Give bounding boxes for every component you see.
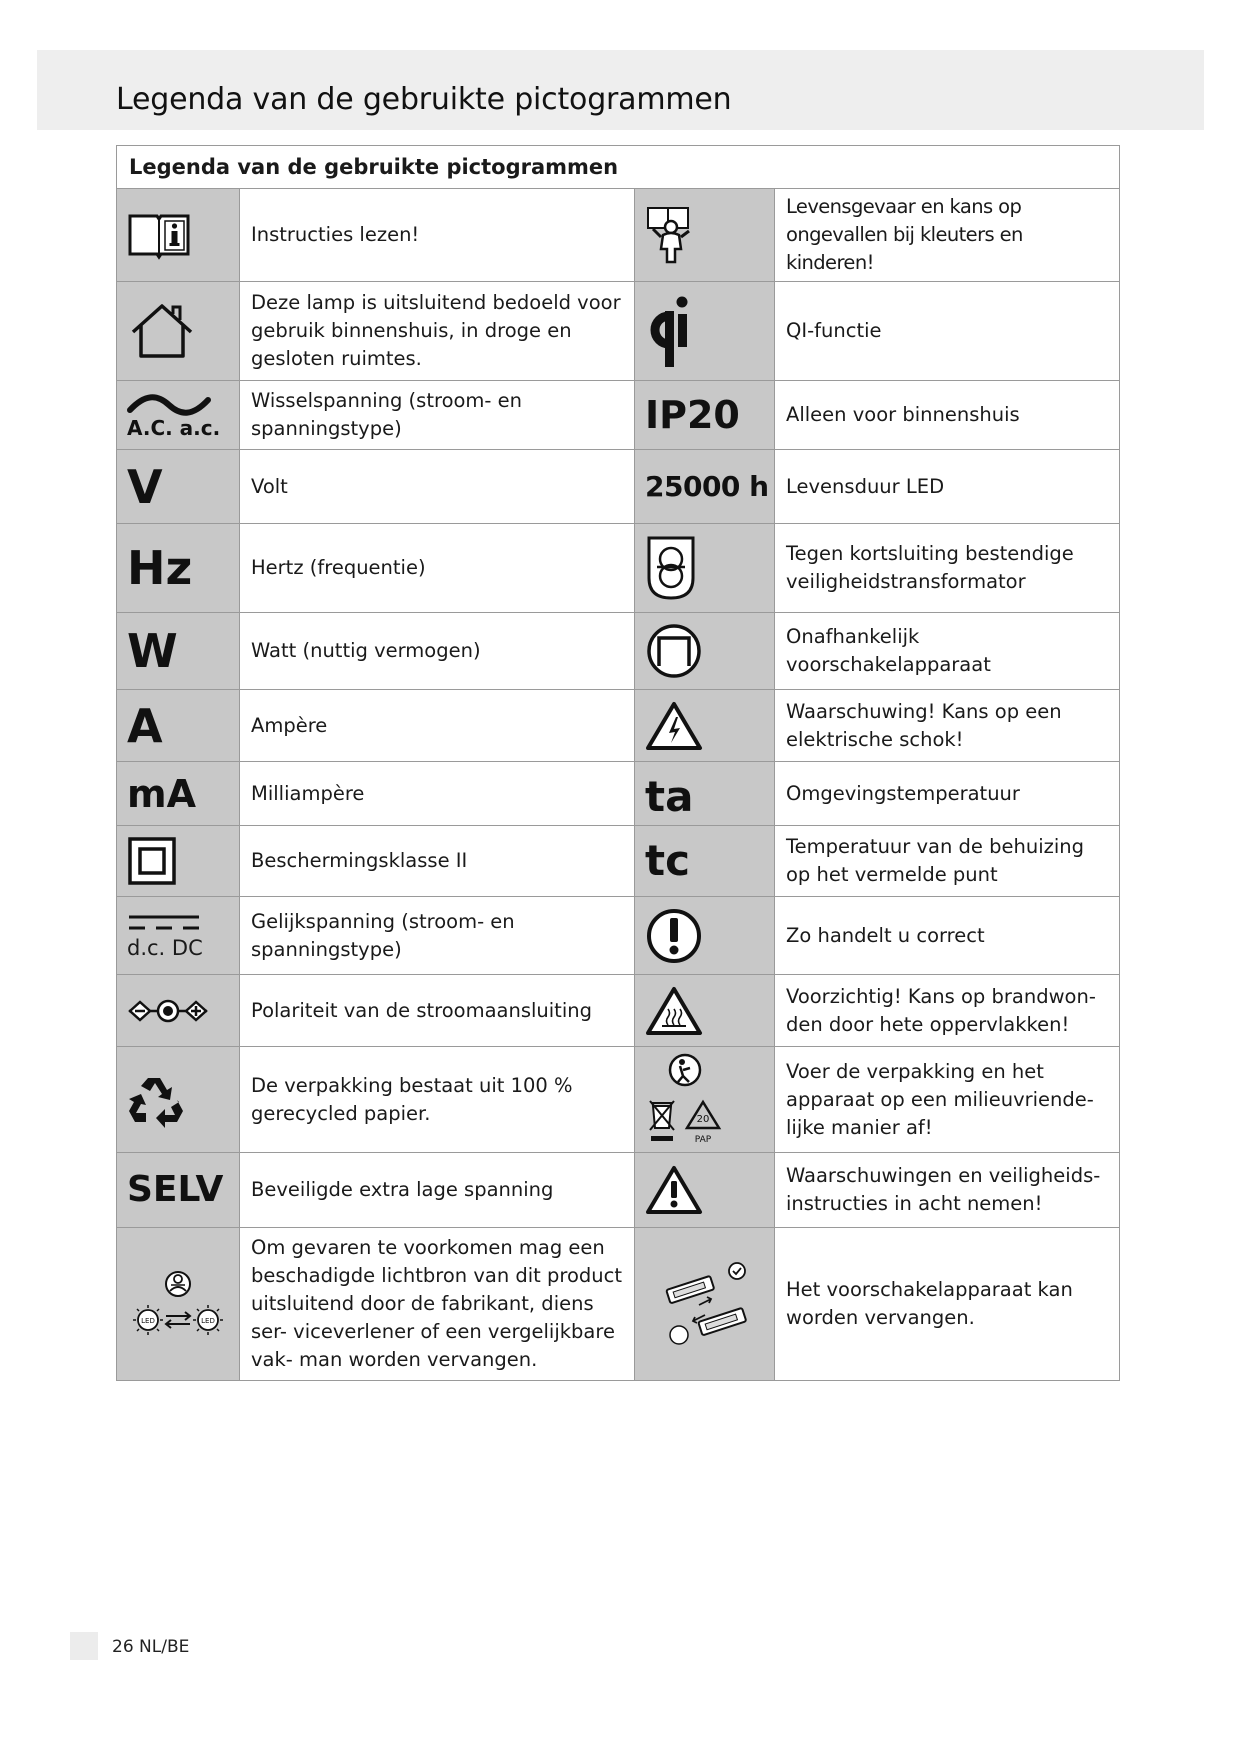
page-number: 26 NL/BE	[112, 1637, 190, 1657]
ip20-icon	[635, 393, 774, 437]
table-row	[117, 975, 1120, 1047]
icon-cell	[117, 613, 240, 690]
left-description: Deze lamp is uitsluitend bedoeld voor gebruik binnenshuis, in droge en gesloten ruimtes.	[240, 282, 635, 381]
left-description: Hertz (frequentie)	[240, 524, 635, 613]
icon-cell	[635, 524, 775, 613]
table-row	[117, 282, 1120, 381]
icon-cell	[635, 381, 775, 450]
qi-icon	[635, 294, 774, 368]
table-row	[117, 1228, 1120, 1381]
pictogram-legend-table	[116, 145, 1120, 1381]
table-header-row	[117, 146, 1120, 189]
icon-cell	[635, 189, 775, 282]
left-description: Watt (nuttig vermogen)	[240, 613, 635, 690]
disposal-code-number: 20	[696, 1113, 710, 1125]
left-description: Om gevaren te voorkomen mag een beschadigde lichtbron van dit product uitsluitend door de fabrikant, diens ser- viceverlener of een vergelijkbare vak- man worden vervangen.	[240, 1228, 635, 1381]
table-row	[117, 1153, 1120, 1228]
right-description: Tegen kortsluiting bestendige veiligheidstransformator	[775, 524, 1120, 613]
right-description: Zo handelt u correct	[775, 897, 1120, 975]
icon-cell	[635, 975, 775, 1047]
recycle-icon	[117, 1072, 239, 1128]
icon-cell	[117, 826, 240, 897]
lifetime-hours-symbol: 25000 h	[645, 469, 769, 503]
ip20-label: IP20	[645, 393, 740, 437]
table-row	[117, 613, 1120, 690]
icon-cell	[635, 613, 775, 690]
child-window-danger-icon	[635, 205, 774, 265]
ac-label: A.C. a.c.	[127, 416, 221, 440]
ambient-temperature-symbol: ta	[645, 771, 694, 821]
icon-cell	[117, 1228, 240, 1381]
icon-cell	[117, 897, 240, 975]
icon-cell	[635, 762, 775, 826]
disposal-icon	[635, 1050, 774, 1150]
icon-cell	[117, 524, 240, 613]
icon-cell	[117, 282, 240, 381]
right-description: Het voorschakelapparaat kan worden vervangen.	[775, 1228, 1120, 1381]
right-description: Voorzichtig! Kans op brandwon- den door hete oppervlakken!	[775, 975, 1120, 1047]
table-row	[117, 690, 1120, 762]
icon-cell	[635, 1047, 775, 1153]
ac-wave-icon	[117, 392, 239, 438]
left-description: Instructies lezen!	[240, 189, 635, 282]
electric-shock-warning-icon	[635, 700, 774, 752]
icon-cell	[117, 450, 240, 524]
dc-lines-icon	[117, 912, 239, 960]
left-description: Gelijkspanning (stroom- en spanningstype)	[240, 897, 635, 975]
left-description: Milliampère	[240, 762, 635, 826]
icon-cell	[635, 450, 775, 524]
table-row	[117, 826, 1120, 897]
hertz-symbol: Hz	[127, 541, 193, 595]
right-description: Waarschuwing! Kans op een elektrische schok!	[775, 690, 1120, 762]
table-row	[117, 381, 1120, 450]
left-description: Wisselspanning (stroom- en spanningstype)	[240, 381, 635, 450]
page-title: Legenda van de gebruikte pictogrammen	[116, 82, 732, 117]
watt-symbol: W	[127, 624, 178, 678]
icon-cell	[635, 282, 775, 381]
icon-cell	[117, 381, 240, 450]
led-replacement-icon	[117, 1264, 239, 1344]
icon-cell	[117, 1153, 240, 1228]
icon-cell	[635, 690, 775, 762]
table-row	[117, 1047, 1120, 1153]
led-label-left: LED	[141, 1317, 155, 1325]
ampere-symbol: A	[127, 698, 163, 753]
right-description: QI-functie	[775, 282, 1120, 381]
disposal-code-material: PAP	[694, 1134, 712, 1145]
table-header: Legenda van de gebruikte pictogrammen	[117, 146, 1120, 189]
exclamation-circle-icon	[635, 907, 774, 965]
table-row	[117, 189, 1120, 282]
icon-cell	[117, 1047, 240, 1153]
icon-cell	[635, 826, 775, 897]
table-row	[117, 762, 1120, 826]
table-row	[117, 524, 1120, 613]
right-description: Levensduur LED	[775, 450, 1120, 524]
icon-cell	[117, 690, 240, 762]
right-description: Alleen voor binnenshuis	[775, 381, 1120, 450]
polarity-icon	[117, 997, 239, 1025]
icon-cell	[117, 762, 240, 826]
right-description: Voer de verpakking en het apparaat op een milieuvriende- lijke manier af!	[775, 1047, 1120, 1153]
right-description: Onafhankelijk voorschakelapparaat	[775, 613, 1120, 690]
left-description: Ampère	[240, 690, 635, 762]
independent-ballast-icon	[635, 622, 774, 680]
table-row	[117, 897, 1120, 975]
table-row	[117, 450, 1120, 524]
protection-class-ii-icon	[117, 836, 239, 886]
icon-cell	[635, 1153, 775, 1228]
left-description: De verpakking bestaat uit 100 % gerecycled papier.	[240, 1047, 635, 1153]
left-description: Polariteit van de stroomaansluiting	[240, 975, 635, 1047]
dc-label: d.c. DC	[127, 935, 203, 960]
replaceable-ballast-icon	[635, 1259, 774, 1349]
led-label-right: LED	[201, 1317, 215, 1325]
hot-surface-warning-icon	[635, 985, 774, 1037]
general-warning-icon	[635, 1164, 774, 1216]
left-description: Volt	[240, 450, 635, 524]
right-description: Omgevingstemperatuur	[775, 762, 1120, 826]
icon-cell	[635, 897, 775, 975]
icon-cell	[117, 189, 240, 282]
left-description: Beveiligde extra lage spanning	[240, 1153, 635, 1228]
icon-cell	[635, 1228, 775, 1381]
icon-cell	[117, 975, 240, 1047]
right-description: Levensgevaar en kans op ongevallen bij kleuters en kinderen!	[775, 189, 1120, 282]
left-description: Beschermingsklasse II	[240, 826, 635, 897]
house-icon	[117, 302, 239, 360]
selv-symbol: SELV	[127, 1169, 224, 1210]
right-description: Waarschuwingen en veiligheids- instructies in acht nemen!	[775, 1153, 1120, 1228]
footer-marker	[70, 1632, 98, 1660]
book-info-icon	[117, 210, 239, 260]
case-temperature-symbol: tc	[645, 836, 690, 885]
milliampere-symbol: mA	[127, 771, 197, 816]
right-description: Temperatuur van de behuizing op het vermelde punt	[775, 826, 1120, 897]
short-circuit-proof-transformer-icon	[635, 534, 774, 602]
volt-symbol: V	[127, 459, 163, 514]
